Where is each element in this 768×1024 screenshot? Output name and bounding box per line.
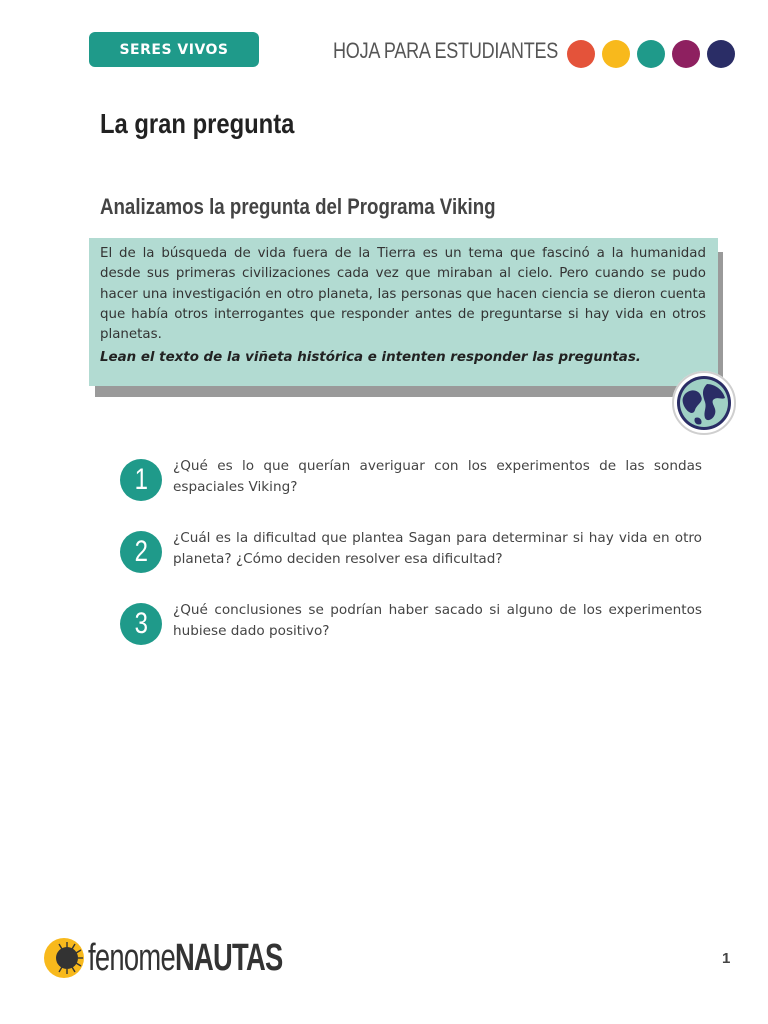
color-dot [707, 40, 735, 68]
question-text: ¿Qué es lo que querían averiguar con los experimentos de las sondas espaciales Viking? [173, 458, 702, 495]
section-title: Analizamos la pregunta del Programa Viking [100, 194, 496, 219]
color-dot [637, 40, 665, 68]
logo-wordmark: fenomeNAUTAS [88, 936, 283, 979]
fenomenautas-logo [42, 936, 358, 980]
section-badge: SERES VIVOS [89, 32, 259, 67]
color-dot [672, 40, 700, 68]
question-text: ¿Qué conclusiones se podrían haber sacado si alguno de los experimentos hubiese dado positivo? [173, 602, 702, 639]
info-text: El de la búsqueda de vida fuera de la Tierra es un tema que fascinó a la humanidad desde sus primeras civilizaciones cada vez que miraban al cielo. Pero cuando se pudo hacer una investigación en otro planeta, las personas que hacen ciencia se dieron cuenta que había otros interrogantes que responder antes de preguntarse si hay vida en otros planetas. [100, 246, 706, 343]
page-number: 1 [722, 950, 731, 967]
info-instruction: Lean el texto de la viñeta histórica e intenten responder las preguntas. [100, 350, 641, 366]
question-number-badge: 1 [120, 459, 162, 501]
page-title: La gran pregunta [100, 108, 295, 139]
question-number-badge: 3 [120, 603, 162, 645]
color-dot [602, 40, 630, 68]
globe-icon [671, 370, 737, 436]
color-dots [567, 40, 735, 68]
question-text: ¿Cuál es la dificultad que plantea Sagan para determinar si hay vida en otro planeta? ¿Cómo deciden resolver esa dificultad? [173, 530, 702, 567]
question-number-badge: 2 [120, 531, 162, 573]
sheet-title: HOJA PARA ESTUDIANTES [333, 38, 559, 63]
info-box [89, 238, 718, 386]
color-dot [567, 40, 595, 68]
sun-logo-icon [42, 936, 86, 980]
